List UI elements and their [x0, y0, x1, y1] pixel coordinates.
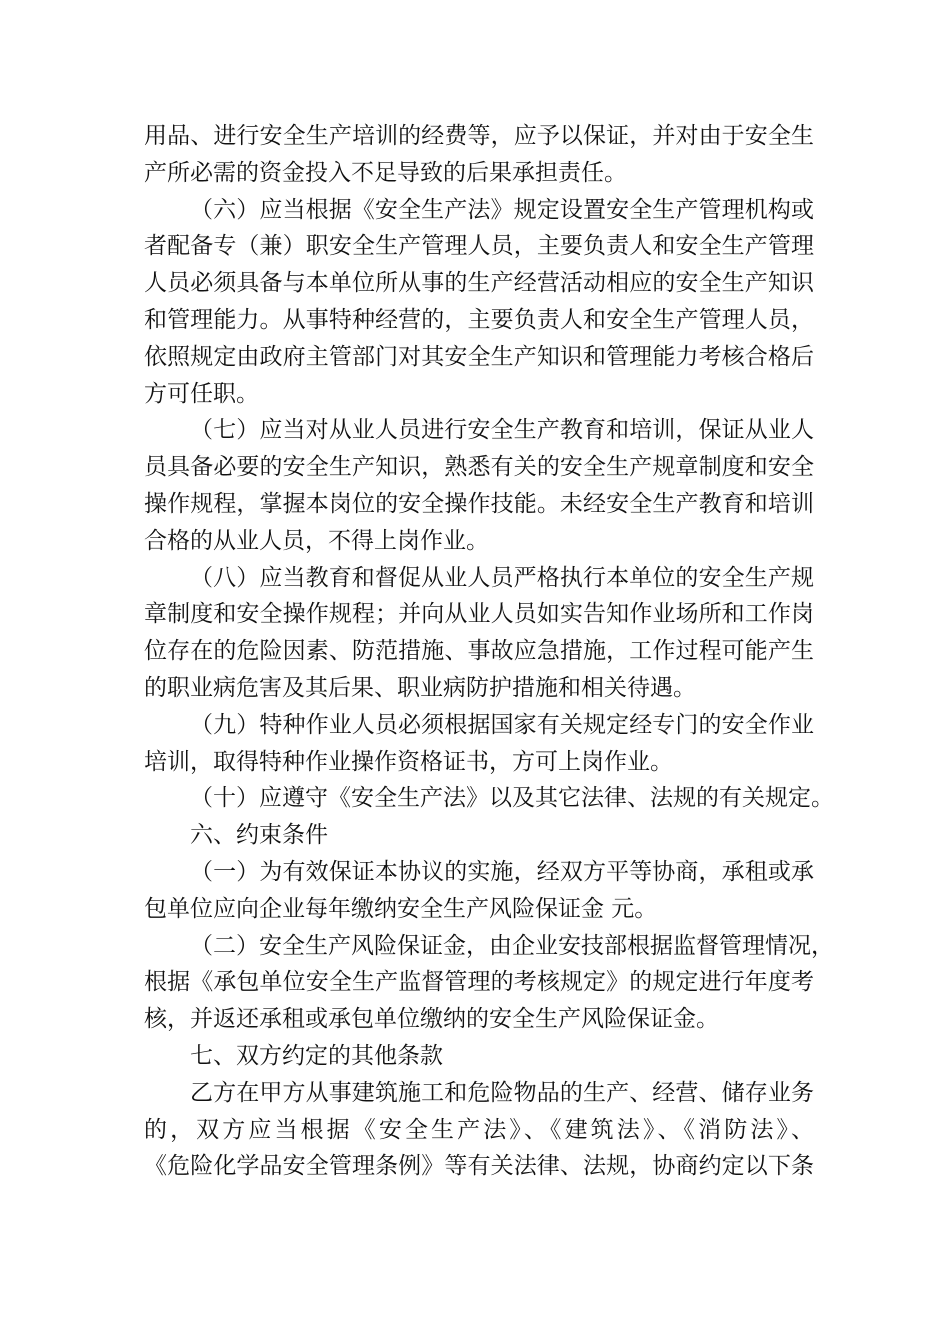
- document-text-line: 七、双方约定的其他条款: [190, 1042, 443, 1069]
- document-body: [144, 118, 834, 1185]
- document-text-line: 位存在的危险因素、防范措施、事故应急措施，工作过程可能产生: [144, 638, 814, 665]
- document-text-line: 六、约束条件: [190, 822, 328, 849]
- document-text-line: 依照规定由政府主管部门对其安全生产知识和管理能力考核合格后: [144, 343, 814, 370]
- document-text-line: 乙方在甲方从事建筑施工和危险物品的生产、经营、储存业务: [190, 1079, 814, 1106]
- document-text-line: 核，并返还承租或承包单位缴纳的安全生产风险保证金。: [144, 1006, 719, 1033]
- document-text-line: 人员必须具备与本单位所从事的生产经营活动相应的安全生产知识: [144, 270, 814, 297]
- document-text-line: 的，双方应当根据《安全生产法》、《建筑法》、《消防法》、: [144, 1116, 814, 1143]
- document-text-line: 根据《承包单位安全生产监督管理的考核规定》的规定进行年度考: [144, 969, 814, 996]
- document-text-line: 包单位应向企业每年缴纳安全生产风险保证金 元。: [144, 895, 658, 922]
- document-text-line: 章制度和安全操作规程；并向从业人员如实告知作业场所和工作岗: [144, 601, 814, 628]
- document-text-line: 者配备专（兼）职安全生产管理人员，主要负责人和安全生产管理: [144, 233, 814, 260]
- document-text-line: （二）安全生产风险保证金，由企业安技部根据监督管理情况，: [190, 932, 834, 959]
- document-text-line: （七）应当对从业人员进行安全生产教育和培训，保证从业人: [190, 417, 814, 444]
- document-text-line: 和管理能力。从事特种经营的，主要负责人和安全生产管理人员，: [144, 306, 814, 333]
- document-text-line: 培训，取得特种作业操作资格证书，方可上岗作业。: [144, 748, 673, 775]
- document-text-line: 用品、进行安全生产培训的经费等，应予以保证，并对由于安全生: [144, 123, 814, 149]
- document-text-line: （八）应当教育和督促从业人员严格执行本单位的安全生产规: [190, 564, 814, 591]
- document-text-line: （六）应当根据《安全生产法》规定设置安全生产管理机构或: [190, 196, 814, 223]
- document-text-line: （九）特种作业人员必须根据国家有关规定经专门的安全作业: [190, 711, 814, 738]
- document-text-line: 《危险化学品安全管理条例》等有关法律、法规，协商约定以下条: [144, 1153, 814, 1180]
- document-text-line: （一）为有效保证本协议的实施，经双方平等协商，承租或承: [190, 858, 814, 885]
- document-text-line: 的职业病危害及其后果、职业病防护措施和相关待遇。: [144, 674, 696, 701]
- document-text-line: （十）应遵守《安全生产法》以及其它法律、法规的有关规定。: [190, 785, 834, 812]
- document-text-line: 产所必需的资金投入不足导致的后果承担责任。: [144, 159, 627, 186]
- document-text-line: 操作规程，掌握本岗位的安全操作技能。未经安全生产教育和培训: [144, 490, 814, 517]
- document-text-line: 员具备必要的安全生产知识，熟悉有关的安全生产规章制度和安全: [144, 454, 814, 481]
- document-text-line: 方可任职。: [144, 380, 259, 407]
- document-text-line: 合格的从业人员，不得上岗作业。: [144, 527, 489, 554]
